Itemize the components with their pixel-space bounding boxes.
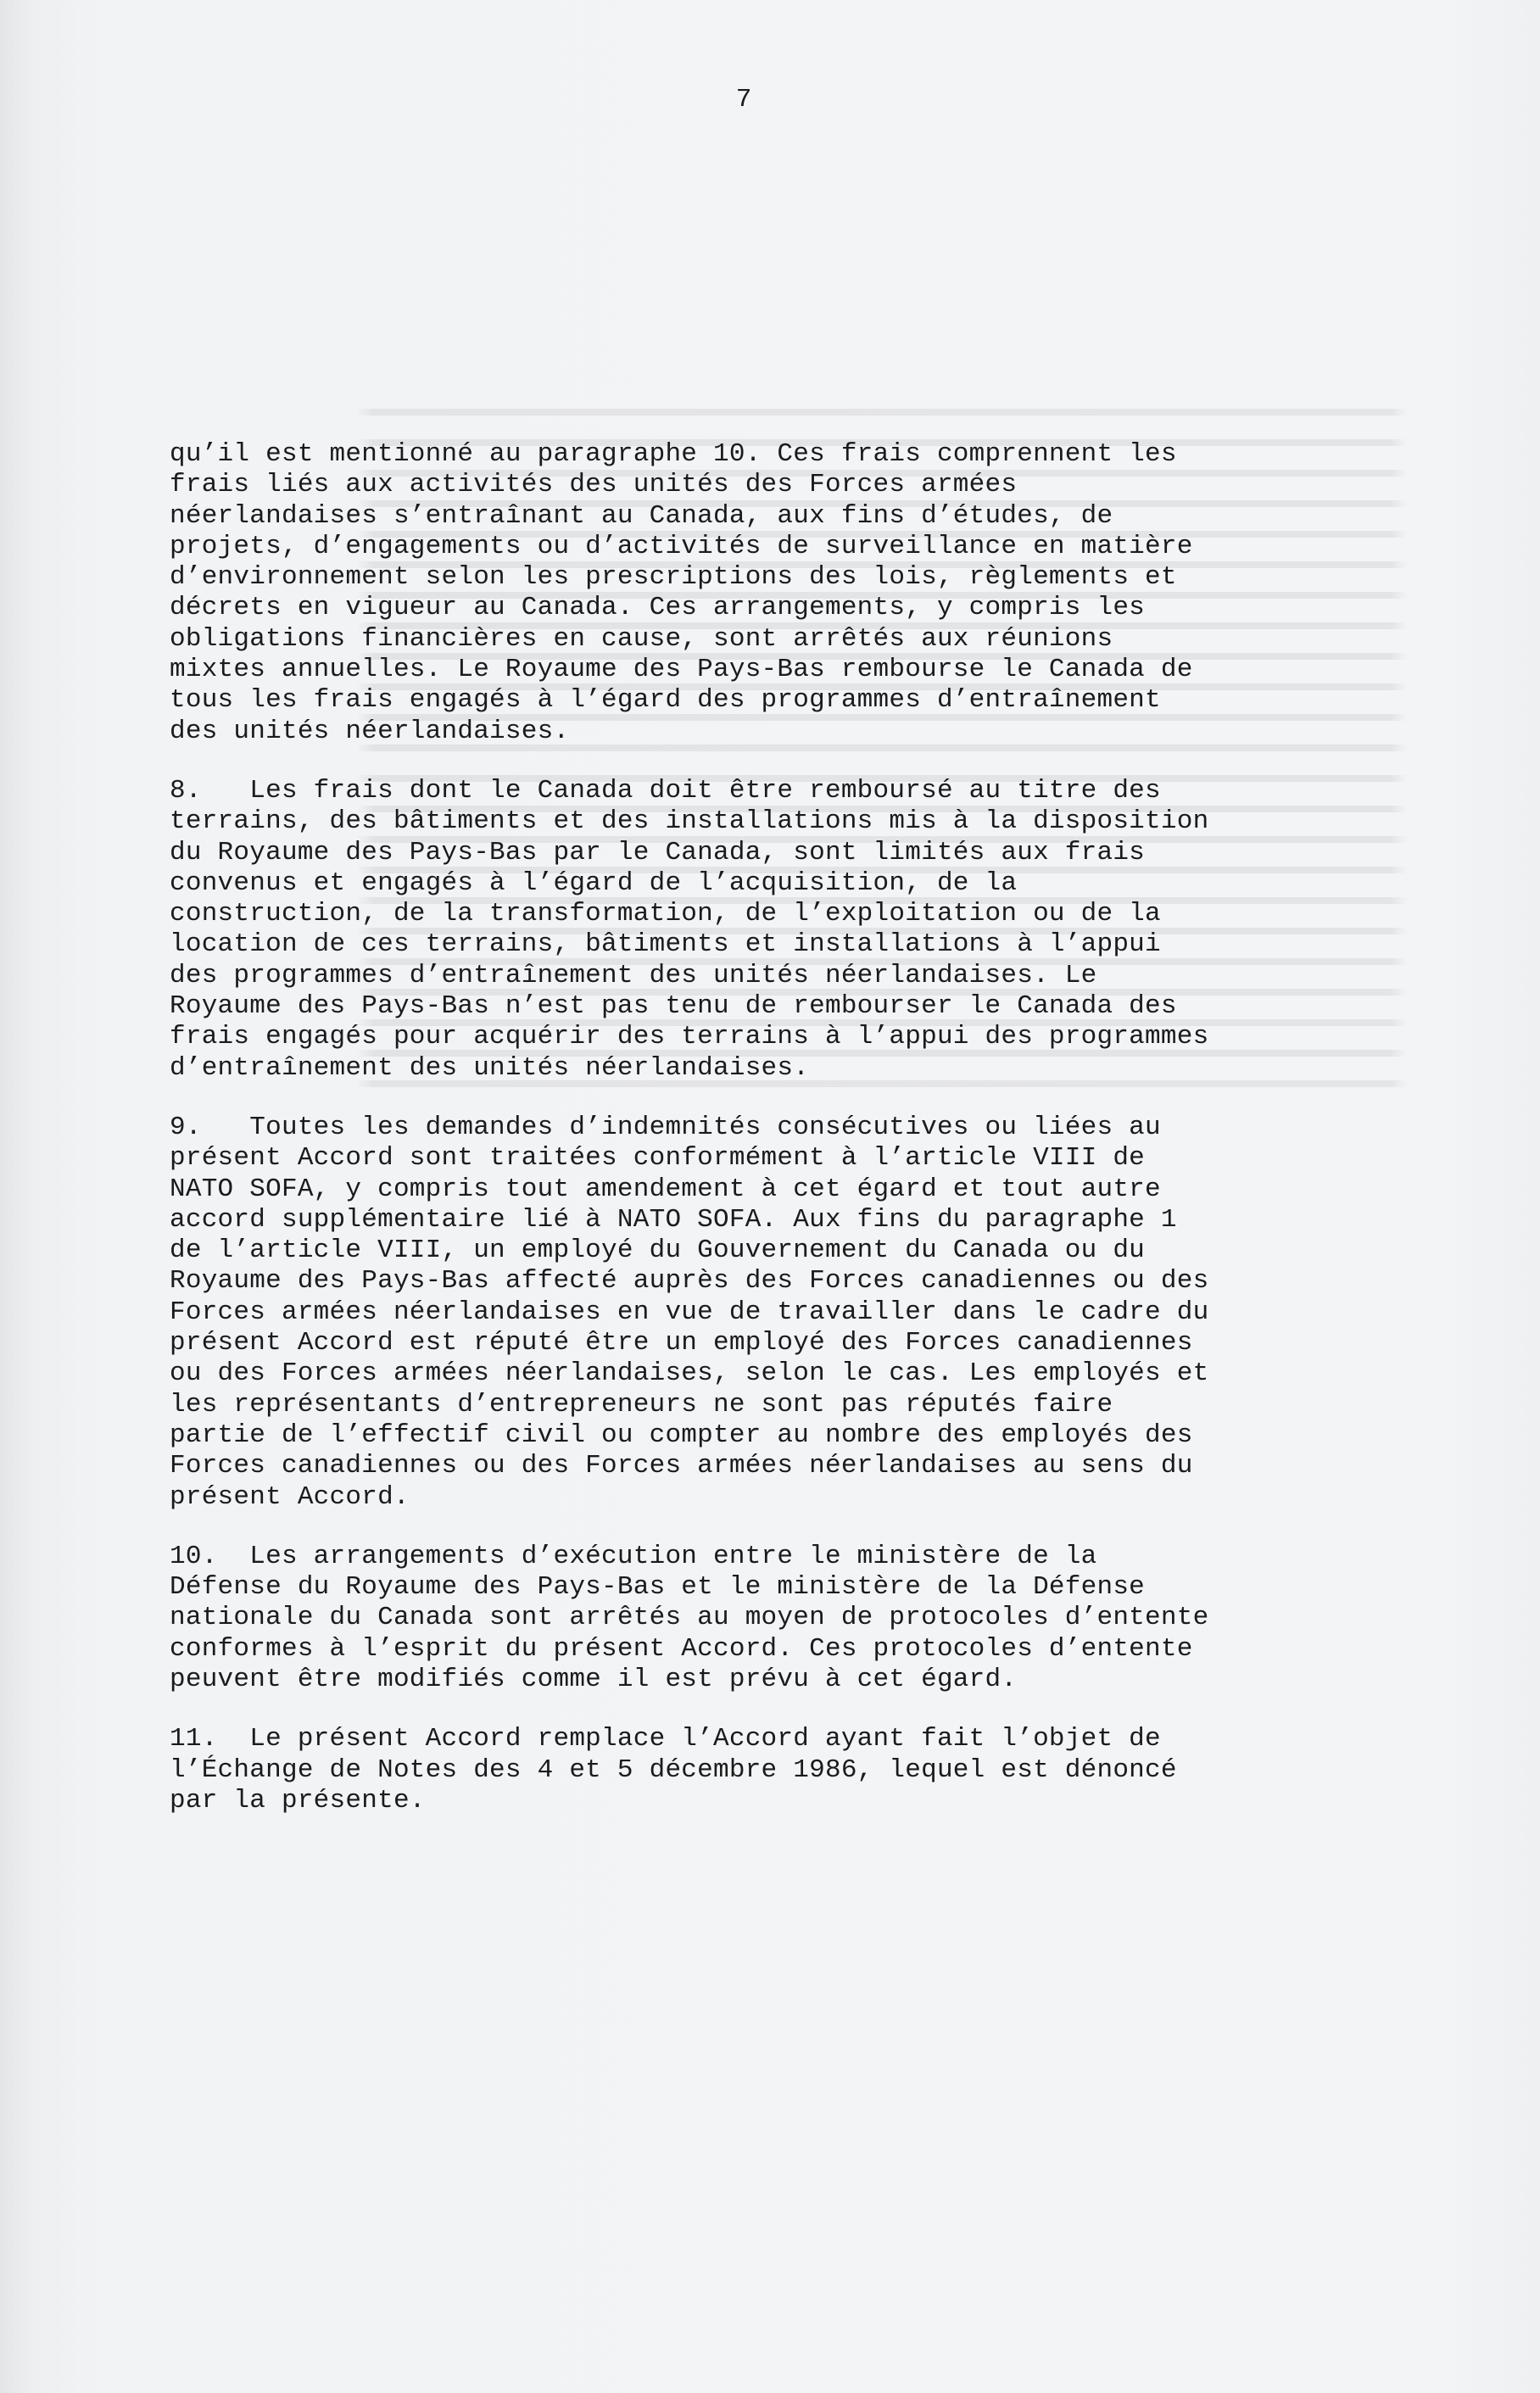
text-line: par la présente. — [170, 1785, 426, 1816]
text-line: l’Échange de Notes des 4 et 5 décembre 1986, lequel est dénoncé — [170, 1754, 1177, 1785]
text-line: obligations financières en cause, sont arrêtés aux réunions — [170, 623, 1113, 654]
text-line: frais engagés pour acquérir des terrains à l’appui des programmes — [170, 1022, 1209, 1052]
text-line: d’environnement selon les prescriptions des lois, règlements et — [170, 562, 1177, 593]
text-line: construction, de la transformation, de l’exploitation ou de la — [170, 899, 1161, 929]
text-line: présent Accord sont traitées conformément à l’article VIII de — [170, 1143, 1146, 1174]
text-line: nationale du Canada sont arrêtés au moyen de protocoles d’entente — [170, 1603, 1209, 1633]
text-line: Royaume des Pays-Bas affecté auprès des Forces canadiennes ou des — [170, 1266, 1209, 1297]
text-line: projets, d’engagements ou d’activités de surveillance en matière — [170, 531, 1193, 561]
body-text — [170, 439, 1374, 1845]
text-line: mixtes annuelles. Le Royaume des Pays-Bas rembourse le Canada de — [170, 655, 1193, 685]
text-line: décrets en vigueur au Canada. Ces arrangements, y compris les — [170, 593, 1146, 623]
text-line: du Royaume des Pays-Bas par le Canada, sont limités aux frais — [170, 837, 1146, 867]
text-line: location de ces terrains, bâtiments et installations à l’appui — [170, 929, 1161, 960]
text-line: 11. Le présent Accord remplace l’Accord ayant fait l’objet de — [170, 1724, 1161, 1754]
text-line: 9. Toutes les demandes d’indemnités consécutives ou liées au — [170, 1112, 1161, 1142]
paragraph-8 — [170, 776, 1374, 1084]
text-line: 8. Les frais dont le Canada doit être remboursé au titre des — [170, 775, 1161, 806]
paragraph-intro-continuation — [170, 439, 1374, 747]
text-line: peuvent être modifiés comme il est prévu à cet égard. — [170, 1664, 1018, 1694]
text-line: des unités néerlandaises. — [170, 716, 570, 746]
text-line: partie de l’effectif civil ou compter au nombre des employés des — [170, 1420, 1193, 1450]
paragraph-10 — [170, 1542, 1374, 1695]
text-line: qu’il est mentionné au paragraphe 10. Ces frais comprennent les — [170, 439, 1177, 469]
text-line: d’entraînement des unités néerlandaises. — [170, 1052, 810, 1083]
text-line: les représentants d’entrepreneurs ne sont pas réputés faire — [170, 1389, 1113, 1420]
text-line: Défense du Royaume des Pays-Bas et le ministère de la Défense — [170, 1572, 1146, 1603]
text-line: tous les frais engagés à l’égard des programmes d’entraînement — [170, 685, 1161, 716]
text-line: ou des Forces armées néerlandaises, selon le cas. Les employés et — [170, 1358, 1209, 1389]
page-number: 7 — [735, 85, 752, 114]
text-line: terrains, des bâtiments et des installations mis à la disposition — [170, 806, 1209, 837]
text-line: des programmes d’entraînement des unités néerlandaises. Le — [170, 960, 1097, 990]
text-line: présent Accord est réputé être un employé des Forces canadiennes — [170, 1328, 1193, 1358]
text-line: 10. Les arrangements d’exécution entre le ministère de la — [170, 1541, 1097, 1571]
text-line: Forces armées néerlandaises en vue de travailler dans le cadre du — [170, 1297, 1209, 1327]
text-line: Royaume des Pays-Bas n’est pas tenu de rembourser le Canada des — [170, 991, 1177, 1022]
text-line: présent Accord. — [170, 1481, 410, 1512]
text-line: frais liés aux activités des unités des Forces armées — [170, 470, 1018, 500]
paragraph-9 — [170, 1113, 1374, 1513]
text-line: accord supplémentaire lié à NATO SOFA. Aux fins du paragraphe 1 — [170, 1204, 1177, 1235]
text-line: néerlandaises s’entraînant au Canada, aux fins d’études, de — [170, 500, 1113, 531]
text-line: conformes à l’esprit du présent Accord. Ces protocoles d’entente — [170, 1633, 1193, 1664]
paragraph-11 — [170, 1724, 1374, 1816]
text-line: Forces canadiennes ou des Forces armées néerlandaises au sens du — [170, 1451, 1193, 1481]
text-line: convenus et engagés à l’égard de l’acquisition, de la — [170, 867, 1018, 898]
text-line: NATO SOFA, y compris tout amendement à cet égard et tout autre — [170, 1174, 1161, 1204]
text-line: de l’article VIII, un employé du Gouvernement du Canada ou du — [170, 1236, 1146, 1266]
